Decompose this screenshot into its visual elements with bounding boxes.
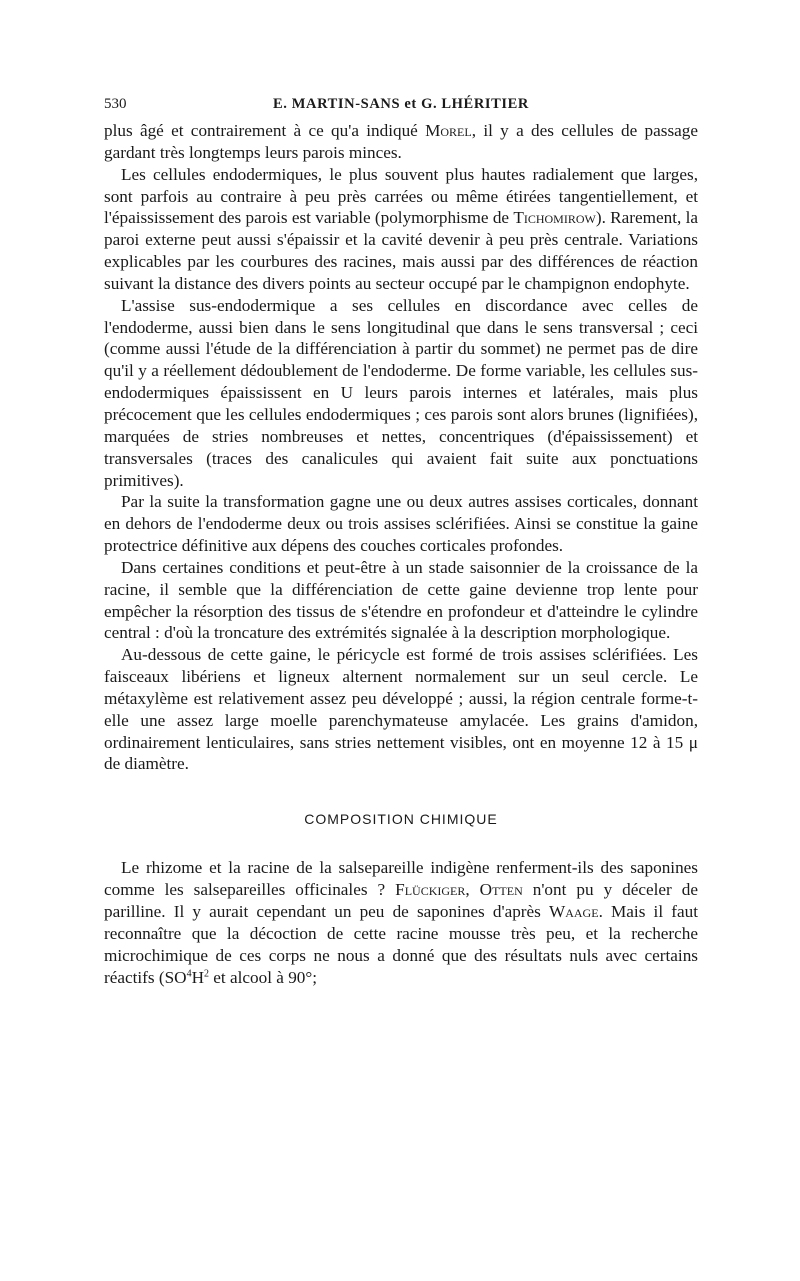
paragraph-sus-endodermic-layer: L'assise sus-endodermique a ses cellules en discordance avec celles de l'endoderme, aussi bien dans le sens longitudinal que dans le sens transversal ; ceci (comme aussi l'étude de la différenciation à partir du sommet) ne permet pas de dire qu'il y a réellement dédoublement de l'endoderme. De forme variable, les cellules sus-endodermiques épaississent en U leurs parois internes et latérales, mais plus précocement que les cellules endodermiques ; ces parois sont alors brunes (lignifiées), marquées de stries nombreuses et nettes, concentriques (d'épaississement) et transversales (traces des canalicules qui avaient fait suite aux ponctuations primitives). — [104, 295, 698, 490]
running-head-authors — [104, 94, 698, 114]
formula-subscript: 2 — [204, 967, 209, 979]
author-martin-sans: E. MARTIN-SANS — [273, 96, 401, 112]
author-conjunction: et — [404, 96, 417, 112]
paragraph-continuation: plus âgé et contrairement à ce qu'a indiqué Morel, il y a des cellules de passage gardant très longtemps leurs parois minces. — [104, 121, 698, 162]
book-page — [104, 94, 698, 988]
running-head — [104, 94, 698, 120]
author-lheritier: G. LHÉRITIER — [421, 96, 529, 112]
author-ref-tichomirow: Tichomirow — [513, 208, 596, 228]
paragraph-chemical-composition: Le rhizome et la racine de la salsepareille indigène renferment-ils des saponines comme les salsepareilles officinales ? Flückiger, Otten n'ont pu y déceler de parilline. Il y aurait cependant un peu de saponines d'après Waage. Mais il faut reconnaître que la décoction de cette racine mousse très peu, et la recherche microchimique de ces corps ne nous a donné que des résultats nuls avec certains réactifs ($SO^4H^2$ et alcool à 90°; — [104, 858, 698, 987]
paragraph-seasonal-growth: Dans certaines conditions et peut-être à un stade saisonnier de la croissance de la racine, il semble que la différenciation de cette gaine devienne trop lente pour empêcher la résorption des tissus de s'étendre en profondeur et d'atteindre le cylindre central : d'où la troncature des extrémités signalée à la description morphologique. — [104, 557, 698, 643]
paragraph-pericycle: Au-dessous de cette gaine, le péricycle est formé de trois assises sclérifiées. Les faisceaux libériens et ligneux alternent normalement sur un seul cercle. Le métaxylème est relativement assez peu développé ; aussi, la région centrale forme-t-elle une assez large moelle parenchymateuse amylacée. Les grains d'amidon, ordinairement lenticulaires, sans stries nettement visibles, ont en moyenne 12 à 15 μ de diamètre. — [104, 645, 698, 774]
author-ref-fluckiger: Flückiger — [395, 880, 466, 900]
paragraph-endodermal-cells: Les cellules endodermiques, le plus souvent plus hautes radialement que larges, sont parfois au contraire à peu près carrées ou même étirées tangentiellement, et l'épaississement des parois est variable (polymorphisme de Tichomirow). Rarement, la paroi externe peut aussi s'épaissir et la cavité devenir à peu près centrale. Variations explicables par les courbures des racines, mais aussi par des différences de réaction suivant la distance des divers points au secteur occupé par le champignon endophyte. — [104, 164, 698, 293]
body-text — [104, 120, 698, 988]
author-ref-waage: Waage — [549, 902, 599, 921]
author-ref-otten: Otten — [479, 880, 523, 900]
paragraph-protective-sheath: Par la suite la transformation gagne une ou deux autres assises corticales, donnant en dehors de l'endoderme deux ou trois assises sclérifiées. Ainsi se constitue la gaine protectrice définitive aux dépens des couches corticales profondes. — [104, 492, 698, 556]
page-number: 530 — [104, 96, 127, 112]
section-heading: COMPOSITION CHIMIQUE — [304, 811, 498, 828]
author-ref-morel: Morel — [425, 121, 472, 140]
formula-subscript: 4 — [186, 967, 192, 979]
